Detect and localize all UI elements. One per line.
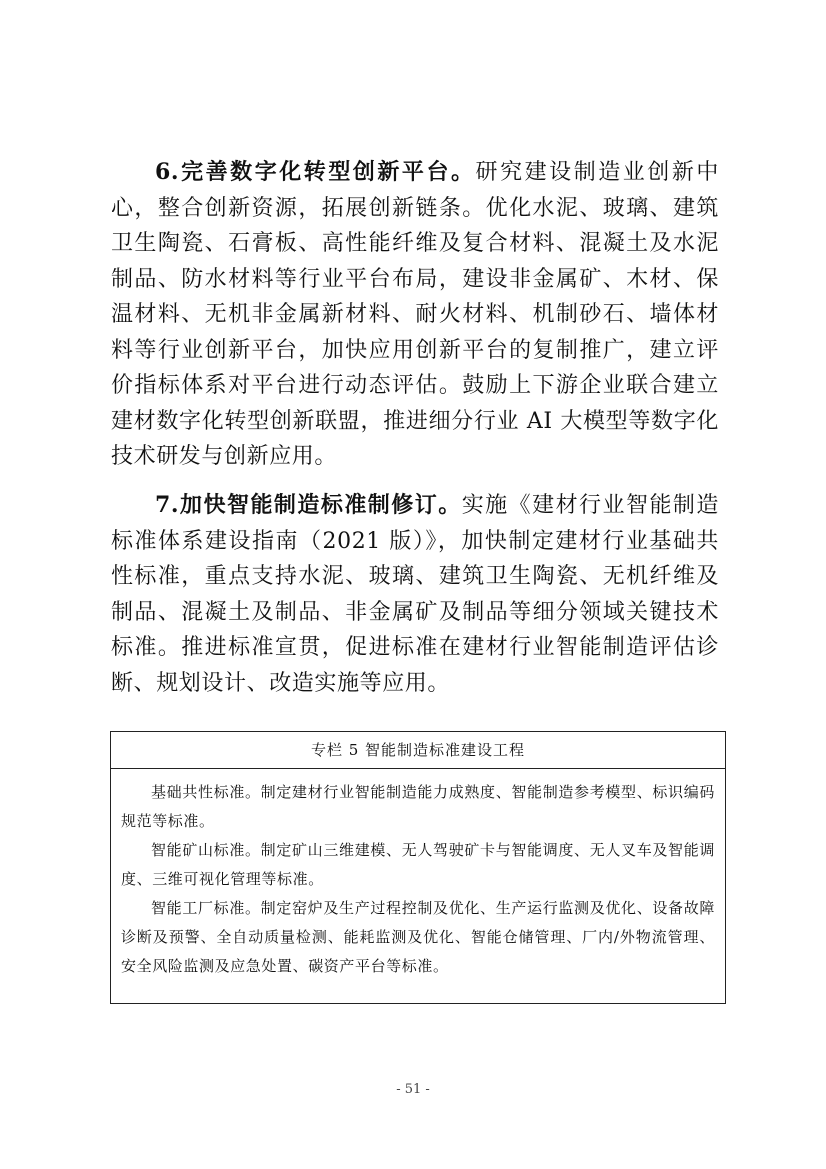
section-7-paragraph [111,488,719,701]
section-6-body: 研究建设制造业创新中心，整合创新资源，拓展创新链条。优化水泥、玻璃、建筑卫生陶瓷、石膏板、高性能纤维及复合材料、混凝土及水泥制品、防水材料等行业平台布局，建设非金属矿、木材、保温材料、无机非金属新材料、耐火材料、机制砂石、墙体材料等行业创新平台，加快应用创新平台的复制推广，建立评价指标体系对平台进行动态评估。鼓励上下游企业联合建立建材数字化转型创新联盟，推进细分行业 AI 大模型等数字化技术研发与创新应用。 [111,160,719,469]
section-6-heading: 6.完善数字化转型创新平台。 [155,159,476,185]
column-box-title: 专栏 5 智能制造标准建设工程 [111,732,725,769]
box-item-smart-mine-standards: 智能矿山标准。制定矿山三维建模、无人驾驶矿卡与智能调度、无人叉车及智能调度、三维可视化管理等标准。 [121,841,715,888]
column-box-body [111,769,725,981]
page-number: - 51 - [396,1082,430,1097]
section-6-paragraph [111,155,719,475]
section-7-heading: 7.加快智能制造标准制修订。 [155,492,462,518]
box-item-smart-factory-standards: 智能工厂标准。制定窑炉及生产过程控制及优化、生产运行监测及优化、设备故障诊断及预警、全自动质量检测、能耗监测及优化、智能仓储管理、厂内/外物流管理、安全风险监测及应急处置、碳资产平台等标准。 [121,899,715,975]
box-item-basic-standards: 基础共性标准。制定建材行业智能制造能力成熟度、智能制造参考模型、标识编码规范等标准。 [121,783,715,830]
section-7-body: 实施《建材行业智能制造标准体系建设指南（2021 版）》，加快制定建材行业基础共性标准，重点支持水泥、玻璃、建筑卫生陶瓷、无机纤维及制品、混凝土及制品、非金属矿及制品等细分领域关键技术标准。推进标准宣贯，促进标准在建材行业智能制造评估诊断、规划设计、改造实施等应用。 [111,493,719,696]
column-box [110,731,726,1004]
